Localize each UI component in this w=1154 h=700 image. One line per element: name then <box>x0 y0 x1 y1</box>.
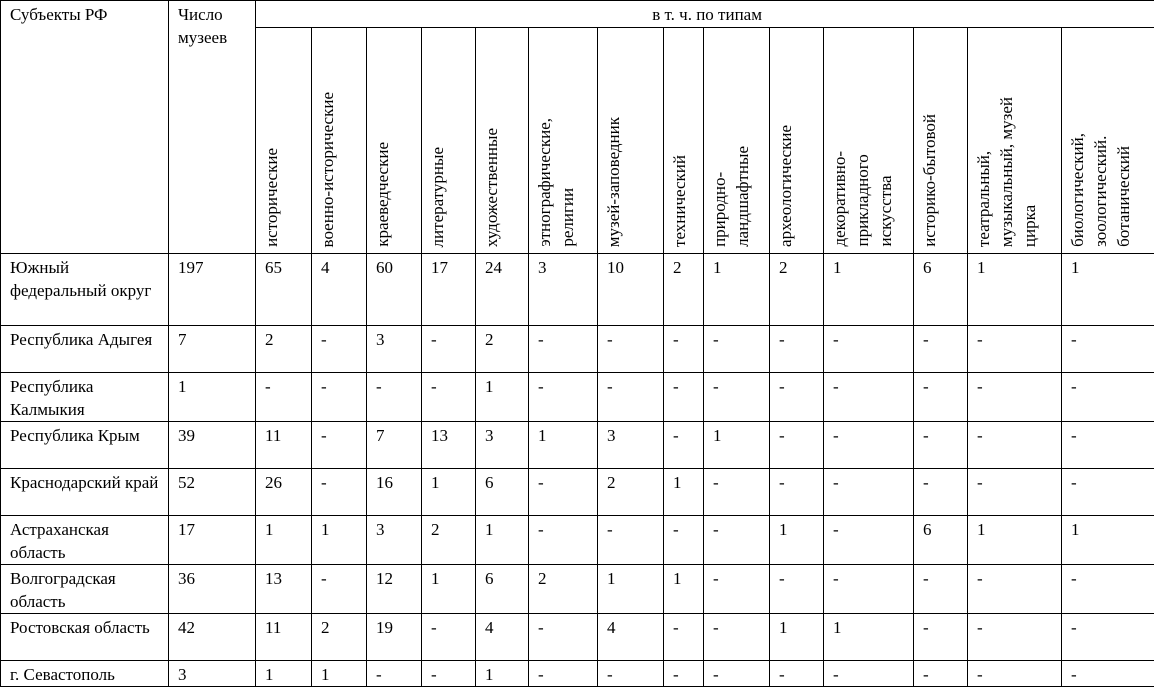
table-row <box>1 326 1154 373</box>
table-body <box>1 254 1154 687</box>
type-header <box>598 28 664 254</box>
region-cell: Астраханская область <box>1 516 169 565</box>
value-cell: - <box>598 373 664 422</box>
value-cell: 1 <box>704 422 770 469</box>
type-header-label: военно-исторические <box>318 91 337 247</box>
value-cell: 2 <box>256 326 312 373</box>
total-cell: 39 <box>169 422 256 469</box>
value-cell: - <box>914 373 968 422</box>
type-header <box>529 28 598 254</box>
value-cell: - <box>529 326 598 373</box>
total-cell: 42 <box>169 614 256 661</box>
type-header <box>476 28 529 254</box>
value-cell: 13 <box>256 565 312 614</box>
value-cell: - <box>529 516 598 565</box>
value-cell: 3 <box>598 422 664 469</box>
type-header-label: декоративно- прикладного искусства <box>830 151 895 247</box>
table-row <box>1 565 1154 614</box>
value-cell: 11 <box>256 614 312 661</box>
type-header <box>1062 28 1154 254</box>
value-cell: - <box>704 516 770 565</box>
value-cell: - <box>824 661 914 687</box>
table-row <box>1 516 1154 565</box>
total-cell: 52 <box>169 469 256 516</box>
value-cell: 60 <box>367 254 422 326</box>
value-cell: 2 <box>312 614 367 661</box>
type-header <box>312 28 367 254</box>
table-row <box>1 661 1154 687</box>
value-cell: - <box>968 565 1062 614</box>
value-cell: 2 <box>664 254 704 326</box>
value-cell: - <box>914 565 968 614</box>
type-header <box>824 28 914 254</box>
total-cell: 197 <box>169 254 256 326</box>
type-header <box>704 28 770 254</box>
value-cell: 1 <box>664 469 704 516</box>
value-cell: 6 <box>476 469 529 516</box>
value-cell: 4 <box>476 614 529 661</box>
value-cell: 19 <box>367 614 422 661</box>
value-cell: - <box>824 469 914 516</box>
value-cell: - <box>312 373 367 422</box>
value-cell: - <box>914 326 968 373</box>
total-cell: 17 <box>169 516 256 565</box>
value-cell: 1 <box>529 422 598 469</box>
value-cell: - <box>598 661 664 687</box>
value-cell: - <box>914 469 968 516</box>
value-cell: - <box>914 422 968 469</box>
value-cell: 2 <box>598 469 664 516</box>
value-cell: - <box>312 422 367 469</box>
value-cell: - <box>704 326 770 373</box>
type-header-label: природно- ландшафтные <box>710 146 752 247</box>
value-cell: 1 <box>968 516 1062 565</box>
type-header-label: музей-заповедник <box>604 116 623 247</box>
value-cell: - <box>598 326 664 373</box>
value-cell: - <box>770 326 824 373</box>
value-cell: 3 <box>367 326 422 373</box>
value-cell: 13 <box>422 422 476 469</box>
value-cell: - <box>422 373 476 422</box>
museum-count-header: Число музеев <box>169 1 256 254</box>
value-cell: 1 <box>824 254 914 326</box>
table-row <box>1 469 1154 516</box>
value-cell: 1 <box>312 516 367 565</box>
total-cell: 3 <box>169 661 256 687</box>
value-cell: - <box>664 373 704 422</box>
value-cell: 3 <box>476 422 529 469</box>
total-cell: 1 <box>169 373 256 422</box>
value-cell: - <box>1062 565 1154 614</box>
header-row <box>1 1 1154 28</box>
type-header-label: краеведческие <box>373 142 392 247</box>
type-header <box>968 28 1062 254</box>
value-cell: - <box>968 422 1062 469</box>
value-cell: 1 <box>598 565 664 614</box>
type-header <box>664 28 704 254</box>
type-header <box>770 28 824 254</box>
value-cell: 24 <box>476 254 529 326</box>
value-cell: 1 <box>968 254 1062 326</box>
value-cell: 1 <box>256 516 312 565</box>
type-header <box>367 28 422 254</box>
value-cell: - <box>1062 373 1154 422</box>
region-cell: Республика Калмыкия <box>1 373 169 422</box>
value-cell: - <box>664 661 704 687</box>
value-cell: - <box>664 516 704 565</box>
type-header-label: археологические <box>776 125 795 247</box>
type-header-label: театральный, музыкальный, музей цирка <box>974 96 1039 247</box>
value-cell: 1 <box>312 661 367 687</box>
region-cell: Волгоградская область <box>1 565 169 614</box>
value-cell: 4 <box>598 614 664 661</box>
value-cell: 65 <box>256 254 312 326</box>
total-cell: 36 <box>169 565 256 614</box>
value-cell: 1 <box>476 373 529 422</box>
total-cell: 7 <box>169 326 256 373</box>
value-cell: 4 <box>312 254 367 326</box>
value-cell: - <box>704 661 770 687</box>
region-cell: Республика Крым <box>1 422 169 469</box>
value-cell: 1 <box>824 614 914 661</box>
value-cell: - <box>704 614 770 661</box>
table-row <box>1 373 1154 422</box>
type-header <box>914 28 968 254</box>
value-cell: - <box>664 326 704 373</box>
value-cell: - <box>312 565 367 614</box>
value-cell: 7 <box>367 422 422 469</box>
type-header-label: историко-бытовой <box>920 114 939 247</box>
value-cell: - <box>704 469 770 516</box>
value-cell: - <box>312 469 367 516</box>
value-cell: - <box>968 469 1062 516</box>
value-cell: - <box>824 422 914 469</box>
types-group-header: в т. ч. по типам <box>256 1 1154 28</box>
value-cell: - <box>968 326 1062 373</box>
table-row <box>1 254 1154 326</box>
type-header-label: исторические <box>262 148 281 247</box>
value-cell: - <box>824 516 914 565</box>
region-cell: Ростовская область <box>1 614 169 661</box>
value-cell: - <box>704 565 770 614</box>
value-cell: - <box>422 326 476 373</box>
value-cell: 6 <box>476 565 529 614</box>
value-cell: - <box>1062 422 1154 469</box>
region-cell: Южный федеральный округ <box>1 254 169 326</box>
value-cell: - <box>312 326 367 373</box>
value-cell: - <box>529 373 598 422</box>
region-cell: г. Севастополь <box>1 661 169 687</box>
value-cell: - <box>1062 326 1154 373</box>
value-cell: 1 <box>704 254 770 326</box>
value-cell: - <box>1062 614 1154 661</box>
value-cell: - <box>529 614 598 661</box>
value-cell: 26 <box>256 469 312 516</box>
value-cell: - <box>367 373 422 422</box>
value-cell: 1 <box>476 661 529 687</box>
value-cell: - <box>770 469 824 516</box>
value-cell: 17 <box>422 254 476 326</box>
table-row <box>1 422 1154 469</box>
type-header-label: технический <box>670 155 689 247</box>
type-header-label: биологический, зоологический. ботанический <box>1068 133 1133 247</box>
value-cell: 11 <box>256 422 312 469</box>
value-cell: - <box>770 422 824 469</box>
value-cell: 16 <box>367 469 422 516</box>
value-cell: - <box>422 661 476 687</box>
value-cell: - <box>770 565 824 614</box>
value-cell: - <box>914 661 968 687</box>
value-cell: - <box>664 614 704 661</box>
value-cell: 1 <box>1062 254 1154 326</box>
value-cell: - <box>824 373 914 422</box>
value-cell: - <box>1062 469 1154 516</box>
type-header-label: этнографические, религии <box>535 118 577 247</box>
value-cell: 6 <box>914 254 968 326</box>
value-cell: 1 <box>770 516 824 565</box>
value-cell: - <box>1062 661 1154 687</box>
value-cell: - <box>422 614 476 661</box>
value-cell: - <box>824 565 914 614</box>
value-cell: 1 <box>1062 516 1154 565</box>
subject-header: Субъекты РФ <box>1 1 169 254</box>
region-cell: Краснодарский край <box>1 469 169 516</box>
value-cell: 1 <box>422 565 476 614</box>
value-cell: 6 <box>914 516 968 565</box>
value-cell: 10 <box>598 254 664 326</box>
type-header <box>422 28 476 254</box>
value-cell: - <box>256 373 312 422</box>
value-cell: - <box>529 469 598 516</box>
value-cell: 1 <box>664 565 704 614</box>
value-cell: - <box>664 422 704 469</box>
value-cell: 2 <box>529 565 598 614</box>
value-cell: 1 <box>476 516 529 565</box>
region-cell: Республика Адыгея <box>1 326 169 373</box>
value-cell: - <box>367 661 422 687</box>
value-cell: 2 <box>770 254 824 326</box>
value-cell: - <box>824 326 914 373</box>
type-header-label: литературные <box>428 146 447 247</box>
value-cell: - <box>968 373 1062 422</box>
type-header-label: художественные <box>482 127 501 247</box>
value-cell: 3 <box>529 254 598 326</box>
value-cell: - <box>529 661 598 687</box>
value-cell: - <box>968 614 1062 661</box>
value-cell: - <box>968 661 1062 687</box>
value-cell: 1 <box>422 469 476 516</box>
type-header <box>256 28 312 254</box>
value-cell: - <box>770 373 824 422</box>
value-cell: - <box>598 516 664 565</box>
table-row <box>1 614 1154 661</box>
value-cell: 1 <box>256 661 312 687</box>
value-cell: 12 <box>367 565 422 614</box>
value-cell: 3 <box>367 516 422 565</box>
value-cell: - <box>770 661 824 687</box>
value-cell: 2 <box>422 516 476 565</box>
value-cell: - <box>914 614 968 661</box>
value-cell: 2 <box>476 326 529 373</box>
value-cell: - <box>704 373 770 422</box>
value-cell: 1 <box>770 614 824 661</box>
